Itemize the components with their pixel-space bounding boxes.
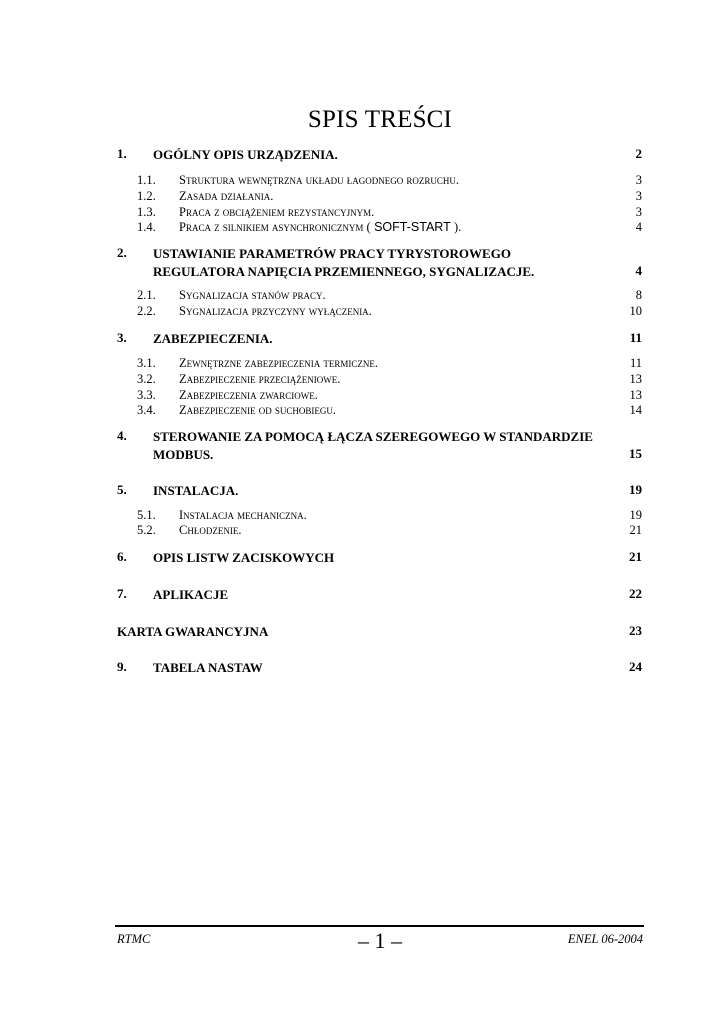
subsection-number: 3.4. (137, 403, 156, 417)
subsection-number: 1.3. (137, 205, 156, 219)
toc-subsection-3-2[interactable] (117, 372, 642, 388)
subsection-title: Zabezpieczenia zwarciowe. (179, 388, 318, 402)
section-number: 1. (117, 146, 127, 161)
page-number: 23 (629, 623, 642, 638)
subsection-title: Zabezpieczenie przeciążeniowe. (179, 372, 341, 386)
footer-divider (115, 925, 644, 927)
section-title: KARTA GWARANCYJNA (117, 624, 269, 639)
toc-subsection-2-1[interactable] (117, 288, 642, 304)
page-number: 19 (629, 482, 642, 497)
footer-page-number: – 1 – (358, 928, 402, 953)
subsection-title: Chłodzenie. (179, 523, 242, 537)
section-number: 2. (117, 245, 127, 260)
section-title: OGÓLNY OPIS URZĄDZENIA. (153, 147, 338, 162)
page-number: 11 (629, 330, 642, 345)
subsection-number: 5.1. (137, 508, 156, 522)
page-number: 13 (629, 372, 642, 386)
subsection-title: Praca z obciążeniem rezystancyjnym. (179, 205, 375, 219)
section-number: 5. (117, 482, 127, 497)
section-title: OPIS LISTW ZACISKOWYCH (153, 550, 335, 565)
subsection-number: 5.2. (137, 523, 156, 537)
footer-document-code: RTMC (117, 932, 151, 946)
toc-subsection-3-4[interactable] (117, 403, 642, 419)
page-number: 14 (629, 403, 642, 417)
section-title: INSTALACJA. (153, 483, 239, 498)
section-number: 9. (117, 659, 127, 674)
toc-subsection-1-1[interactable] (117, 173, 642, 189)
toc-subsection-5-1[interactable] (117, 508, 642, 524)
subsection-title: Zewnętrzne zabezpieczenia termiczne. (179, 356, 378, 370)
page-number: 21 (629, 549, 642, 564)
subsection-number: 3.1. (137, 356, 156, 370)
subsection-title: Zasada działania. (179, 189, 274, 203)
page-number: 11 (629, 356, 642, 370)
subsection-title-part: Praca z silnikiem asynchronicznym ( (179, 220, 371, 234)
subsection-number: 3.2. (137, 372, 156, 386)
section-number: 7. (117, 586, 127, 601)
subsection-number: 2.1. (137, 288, 156, 302)
page-title: SPIS TREŚCI (307, 106, 453, 133)
subsection-title: Struktura wewnętrzna układu łagodnego rozruchu. (179, 173, 460, 187)
section-number: 3. (117, 330, 127, 345)
subsection-number: 3.3. (137, 388, 156, 402)
section-title: STEROWANIE ZA POMOCĄ ŁĄCZA SZEREGOWEGO W STANDARDZIE MODBUS. (153, 429, 593, 462)
subsection-title (179, 220, 461, 235)
section-title: TABELA NASTAW (153, 660, 263, 675)
subsection-title: Instalacja mechaniczna. (179, 508, 307, 522)
toc-subsection-3-3[interactable] (117, 388, 642, 404)
section-title: ZABEZPIECZENIA. (153, 331, 273, 346)
page-number: 3 (635, 189, 642, 203)
page-number: 24 (629, 659, 642, 674)
toc-subsection-1-4[interactable] (117, 220, 642, 236)
toc-subsection-1-2[interactable] (117, 189, 642, 205)
section-title: USTAWIANIE PARAMETRÓW PRACY TYRYSTOROWEGO REGULATORA NAPIĘCIA PRZEMIENNEGO, SYGNALIZACJE. (153, 246, 535, 279)
subsection-title-part: SOFT-START (370, 220, 454, 234)
page-number: 19 (629, 508, 642, 522)
page-number: 4 (635, 263, 642, 278)
toc-subsection-5-2[interactable] (117, 523, 642, 539)
footer-edition: ENEL 06-2004 (567, 932, 643, 946)
page-number: 3 (635, 205, 642, 219)
toc-subsection-1-3[interactable] (117, 205, 642, 221)
section-number: 4. (117, 428, 127, 443)
subsection-number: 1.4. (137, 220, 156, 234)
subsection-title: Sygnalizacja stanów pracy. (179, 288, 326, 302)
subsection-number: 2.2. (137, 304, 156, 318)
page-number: 8 (635, 288, 642, 302)
toc-subsection-2-2[interactable] (117, 304, 642, 320)
section-number: 6. (117, 549, 127, 564)
page-number: 2 (635, 146, 642, 161)
page-number: 3 (635, 173, 642, 187)
page-number: 22 (629, 586, 642, 601)
subsection-title: Zabezpieczenie od suchobiegu. (179, 403, 337, 417)
subsection-number: 1.1. (137, 173, 156, 187)
page-number: 4 (635, 220, 642, 234)
section-title: APLIKACJE (153, 587, 229, 602)
subsection-title: Sygnalizacja przyczyny wyłączenia. (179, 304, 372, 318)
page-number: 10 (629, 304, 642, 318)
page-number: 21 (629, 523, 642, 537)
page-number: 15 (629, 446, 642, 461)
toc-subsection-3-1[interactable] (117, 356, 642, 372)
subsection-number: 1.2. (137, 189, 156, 203)
subsection-title-part: ). (453, 220, 462, 234)
page-number: 13 (629, 388, 642, 402)
